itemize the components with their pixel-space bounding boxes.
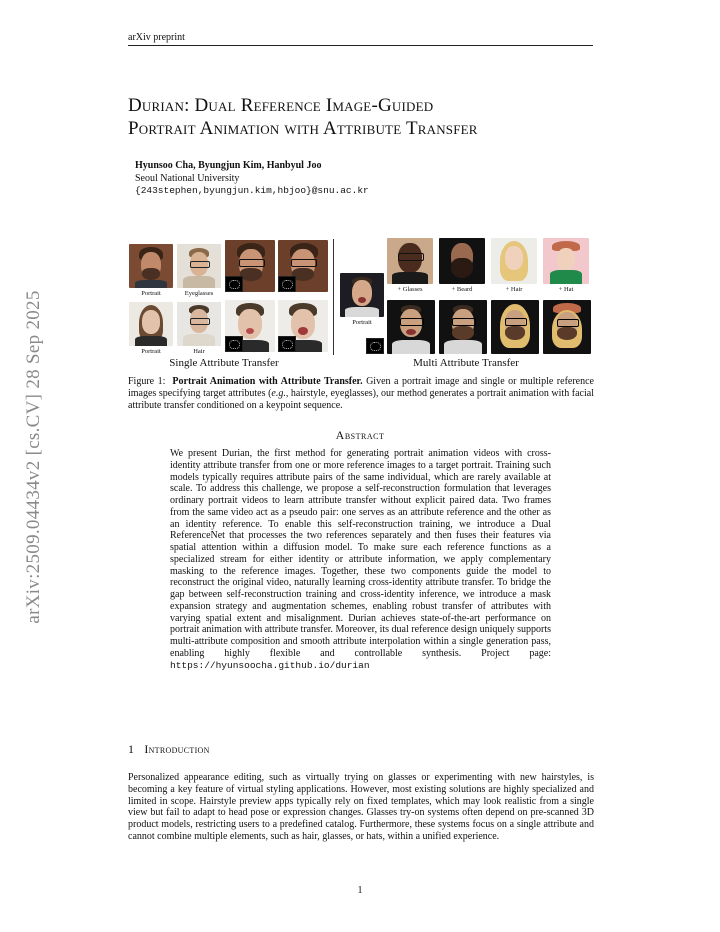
hair-reference-photo-blonde: [491, 238, 537, 284]
label-plus-glasses: + Glasses: [397, 286, 423, 293]
multi-result-photo-3: [491, 300, 539, 354]
caption-eg: e.g.: [271, 388, 286, 399]
author-affiliation: Seoul National University: [135, 173, 240, 184]
multi-result-photo-1: [387, 300, 435, 354]
keypoint-thumbnail: [278, 276, 296, 292]
multi-result-photo-2: [439, 300, 487, 354]
introduction-paragraph: Personalized appearance editing, such as virtually trying on glasses or experimenting with new hairstyles, is becoming a key feature of virtual styling applications. However, most existing solutions are highly specialized and limited in scope. Hairstyle preview apps typically rely on fixed templates, which may look realistic from a single view but fail to adapt to head pose or expression changes. Glasses try-on systems often depend on pre-scanned 3D product models, restricting users to a predefined catalog. Furthermore, these systems focus on a single attribute and cannot combine multiple elements, such as hair, glasses, or hats, within a unified experience.: [128, 772, 594, 842]
hat-reference-photo: [543, 238, 589, 284]
label-plus-beard: + Beard: [451, 286, 473, 293]
keypoint-thumbnail: [225, 336, 243, 352]
hair-reference-photo: [177, 302, 221, 346]
portrait-photo-man-beard: [129, 244, 173, 288]
multi-attribute-title: Multi Attribute Transfer: [413, 357, 519, 369]
figure-1: [0, 0, 720, 372]
title-line-2: Portrait Animation with Attribute Transfer: [128, 118, 478, 139]
keypoint-thumbnail: [278, 336, 296, 352]
caption-text-1: Given a portrait image and single or multiple reference images specifying target attributes (: [128, 376, 594, 399]
label-portrait-top: Portrait: [141, 290, 161, 297]
abstract-text: We present Durian, the first method for generating portrait animation videos with cross-identity attribute transfer from one or more reference images to a target portrait. Training such models typically requires attribute pairs of the same individual, which are rarely available at scale. To address this challenge, we propose a self-reconstruction formulation that leverages ordinary portrait videos to learn attribute transfer without explicit paired data. Two frames from the same video act as a pseudo pair: one serves as an attribute reference and the other as an identity reference. To enable this self-reconstruction training, we introduce a Dual ReferenceNet that processes the two references separately and then fuses their features via spatial attention within a diffusion model. To make sure each reference functions as a specialized stream for either identity or attribute information, we apply complementary masking to the reference images. Together, these two components guide the model to reconstruct the original video, naturally learning cross-identity attribute transfer. To bridge the gap between self-reconstruction training and cross-identity inference, we introduce a mask expansion strategy and augmentation schemes, enabling robust transfer of attributes with varying spatial extent and misalignment. Durian achieves state-of-the-art performance on portrait animation with attribute transfer. Moreover, its dual reference design uniquely supports multi-attribute composition and smooth attribute interpolation within a single generation pass, enabling highly flexible and controllable synthesis. Project page:: [170, 448, 551, 659]
keypoint-thumbnail: [366, 338, 384, 354]
figure-divider: [333, 239, 334, 355]
project-page-link[interactable]: https://hyunsoocha.github.io/durian: [170, 659, 370, 671]
label-hair: Hair: [193, 348, 205, 355]
single-attribute-title: Single Attribute Transfer: [169, 357, 279, 369]
section-number: 1: [128, 742, 135, 756]
caption-title: Portrait Animation with Attribute Transfer.: [172, 376, 363, 387]
caption-prefix: Figure 1:: [128, 376, 166, 387]
portrait-photo-woman: [129, 302, 173, 346]
label-portrait-bottom: Portrait: [141, 348, 161, 355]
glasses-reference-photo: [387, 238, 433, 284]
title-line-1: Durian: Dual Reference Image-Guided: [128, 95, 434, 116]
eyeglasses-reference-photo: [177, 244, 221, 288]
figure-caption: [128, 376, 594, 412]
label-plus-hair: + Hair: [505, 286, 523, 293]
author-email: {243stephen,byungjun.kim,hbjoo}@snu.ac.kr: [135, 185, 369, 196]
keypoint-thumbnail: [225, 276, 243, 292]
page-number: 1: [357, 885, 363, 896]
arxiv-identifier: arXiv:2509.04434v2 [cs.CV] 28 Sep 2025: [23, 290, 44, 624]
label-plus-hat: + Hat: [558, 286, 574, 293]
running-header: arXiv preprint: [128, 32, 185, 43]
label-eyeglasses: Eyeglasses: [184, 290, 214, 297]
label-portrait-multi: Portrait: [352, 319, 372, 326]
portrait-photo-man-dark-bg: [340, 273, 384, 317]
abstract-heading: Abstract: [335, 428, 385, 442]
multi-result-photo-4: [543, 300, 591, 354]
section-heading-introduction: [128, 742, 210, 757]
section-title: Introduction: [144, 742, 210, 756]
beard-reference-photo: [439, 238, 485, 284]
author-names: Hyunsoo Cha, Byungjun Kim, Hanbyul Joo: [135, 160, 322, 171]
caption-text-2: , hairstyle, eyeglasses), our method generates a portrait animation with facial attribute transfer conditioned on a keypoint sequence.: [128, 388, 594, 411]
abstract-body: [170, 448, 551, 671]
